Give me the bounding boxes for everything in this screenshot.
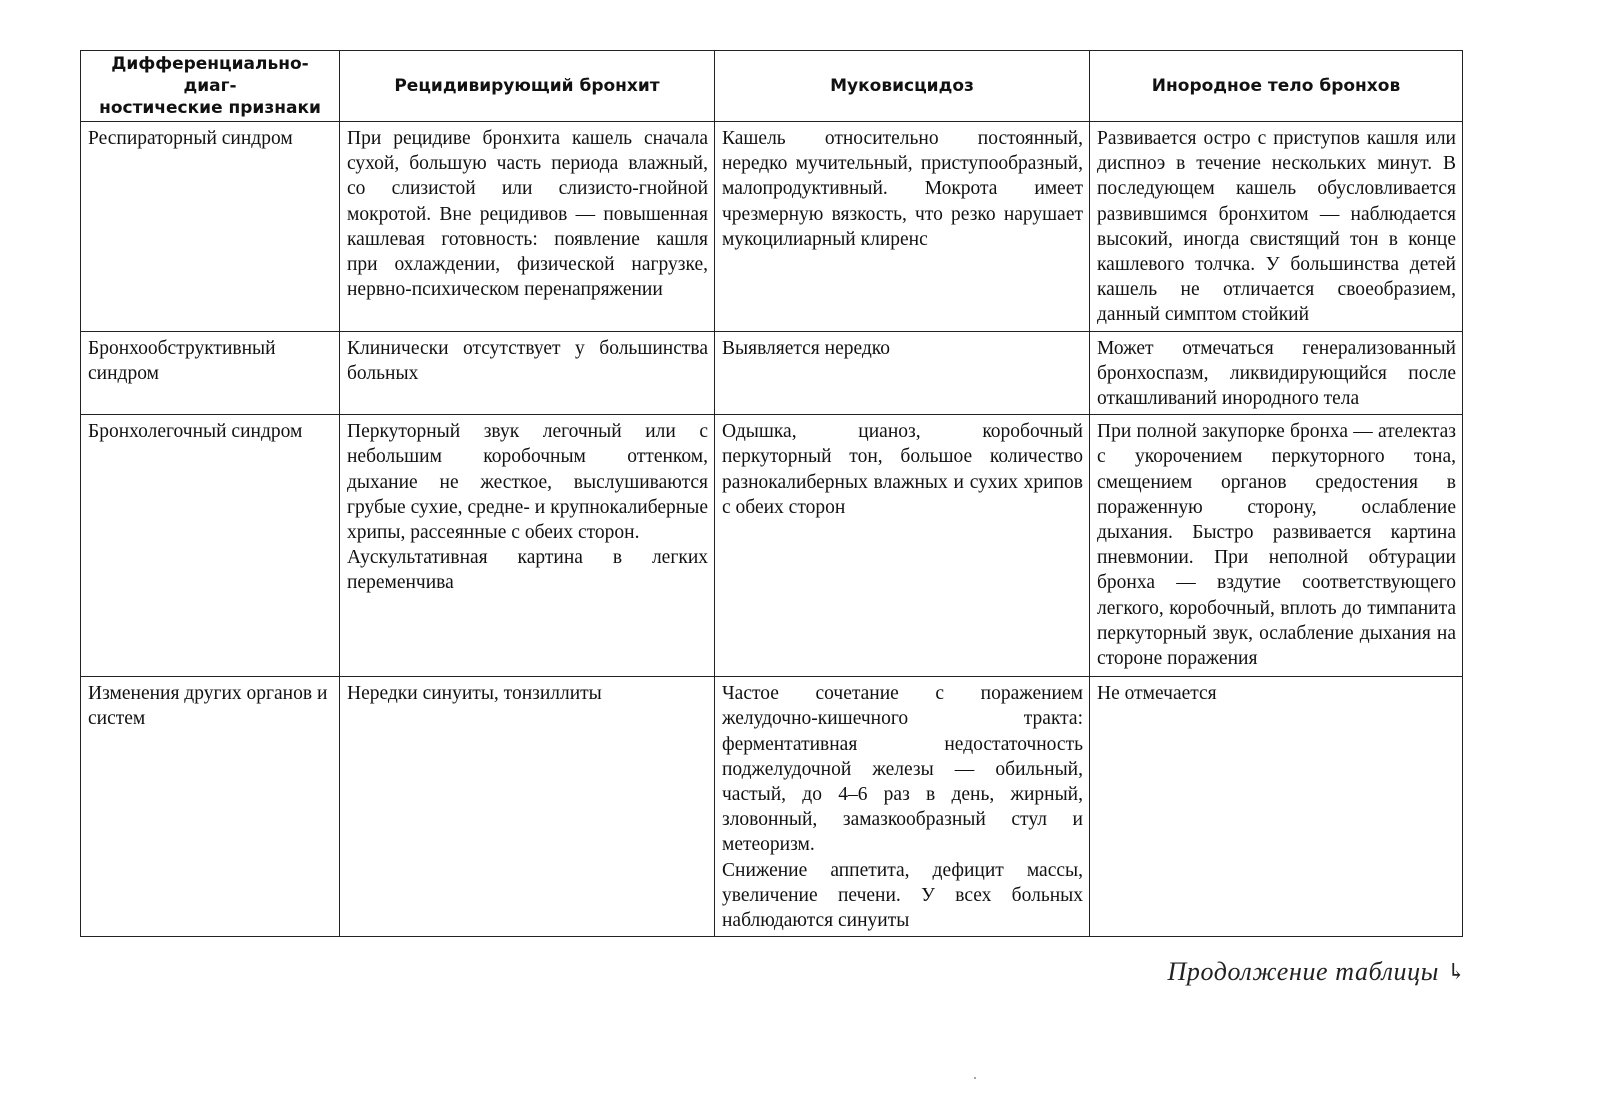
cell-paragraph: Развивается остро с приступов кашля или диспноэ в течение нескольких минут. В последующем кашель обусловливается развившимся бронхитом — наблюдается высокий, иногда свистящий тон в конце кашлевого толчка. У большинства детей кашель не отличается своеобразием, данный симптом стойкий: [1097, 128, 1456, 326]
header-foreign-body: Инородное тело бронхов: [1090, 51, 1463, 122]
cell-paragraph: При полной закупорке бронха — ателектаз с укорочением перкуторного тона, смещением органов средостения в пораженную сторону, ослабление дыхания. Быстро развивается картина пневмонии. При неполной обтурации бронха — вздутие соответствующего легкого, коробочный, вплоть до тимпанита перкуторный звук, ослабление дыхания на стороне поражения: [1097, 421, 1456, 670]
table-row: [81, 331, 1463, 415]
table-continuation-note: [1167, 957, 1466, 987]
differential-diagnosis-table: [80, 50, 1463, 937]
row-sign-cell: Изменения других органов и систем: [81, 677, 340, 937]
foreign-body-cell: [1090, 415, 1463, 677]
cystic-fibrosis-cell: [715, 677, 1090, 937]
cell-paragraph: При рецидиве бронхита кашель сначала сухой, большую часть периода влажный, со слизистой или слизисто-гнойной мокротой. Вне рецидивов — повышенная кашлевая готовность: появление кашля при охлаждении, физической нагрузке, нервно-психическом перенапряжении: [347, 128, 708, 301]
bronchitis-cell: [340, 331, 715, 415]
table-row: [81, 677, 1463, 937]
header-cystic-fibrosis: Муковисцидоз: [715, 51, 1090, 122]
table-header: [81, 51, 1463, 122]
continuation-label: Продолжение таблицы: [1167, 957, 1439, 986]
table-row: [81, 122, 1463, 332]
table-row: [81, 415, 1463, 677]
bronchitis-cell: [340, 677, 715, 937]
cell-paragraph: Может отмечаться генерализованный бронхоспазм, ликвидирующийся после откашливаний инородного тела: [1097, 337, 1456, 410]
cell-paragraph: Кашель относительно постоянный, нередко мучительный, приступообразный, малопродуктивный. Мокрота имеет чрезмерную вязкость, что резко нарушает мукоцилиарный клиренс: [722, 128, 1083, 250]
row-sign-cell: Респираторный синдром: [81, 122, 340, 332]
cell-paragraph: Не отмечается: [1097, 683, 1217, 705]
cell-paragraph: Клинически отсутствует у большинства больных: [347, 337, 708, 384]
cell-paragraph: Одышка, цианоз, коробочный перкуторный тон, большое количество разнокалиберных влажных и сухих хрипов с обеих сторон: [722, 421, 1083, 518]
header-row: [81, 51, 1463, 122]
cystic-fibrosis-cell: [715, 415, 1090, 677]
cell-paragraph: Перкуторный звук легочный или с небольшим коробочным оттенком, дыхание не жесткое, выслушиваются грубые сухие, средне- и крупнокалиберные хрипы, рассеянные с обеих сторон.: [347, 421, 708, 544]
row-sign-cell: Бронхолегочный синдром: [81, 415, 340, 677]
foreign-body-cell: [1090, 122, 1463, 332]
continuation-arrow-icon: ↳: [1446, 959, 1466, 984]
cell-paragraph: Снижение аппетита, дефицит массы, увеличение печени. У всех больных наблюдаются синуиты: [722, 859, 1083, 932]
header-criteria: Дифференциально-диаг- ностические признаки: [81, 51, 340, 122]
foreign-body-cell: [1090, 331, 1463, 415]
bronchitis-cell: [340, 415, 715, 677]
cell-paragraph: Аускультативная картина в легких переменчива: [347, 547, 708, 594]
foreign-body-cell: [1090, 677, 1463, 937]
header-recurrent-bronchitis: Рецидивирующий бронхит: [340, 51, 715, 122]
cell-paragraph: Частое сочетание с поражением желудочно-кишечного тракта: ферментативная недостаточность поджелудочной железы — обильный, частый, до 4–6 раз в день, жирный, зловонный, замазкообразный стул и метеоризм.: [722, 683, 1083, 856]
cell-paragraph: Нередки синуиты, тонзиллиты: [347, 683, 602, 705]
page-speck: [974, 1077, 976, 1079]
cystic-fibrosis-cell: [715, 331, 1090, 415]
table-body: [81, 122, 1463, 937]
row-sign-cell: Бронхообструктивный синдром: [81, 331, 340, 415]
bronchitis-cell: [340, 122, 715, 332]
cystic-fibrosis-cell: [715, 122, 1090, 332]
cell-paragraph: Выявляется нередко: [722, 337, 891, 359]
